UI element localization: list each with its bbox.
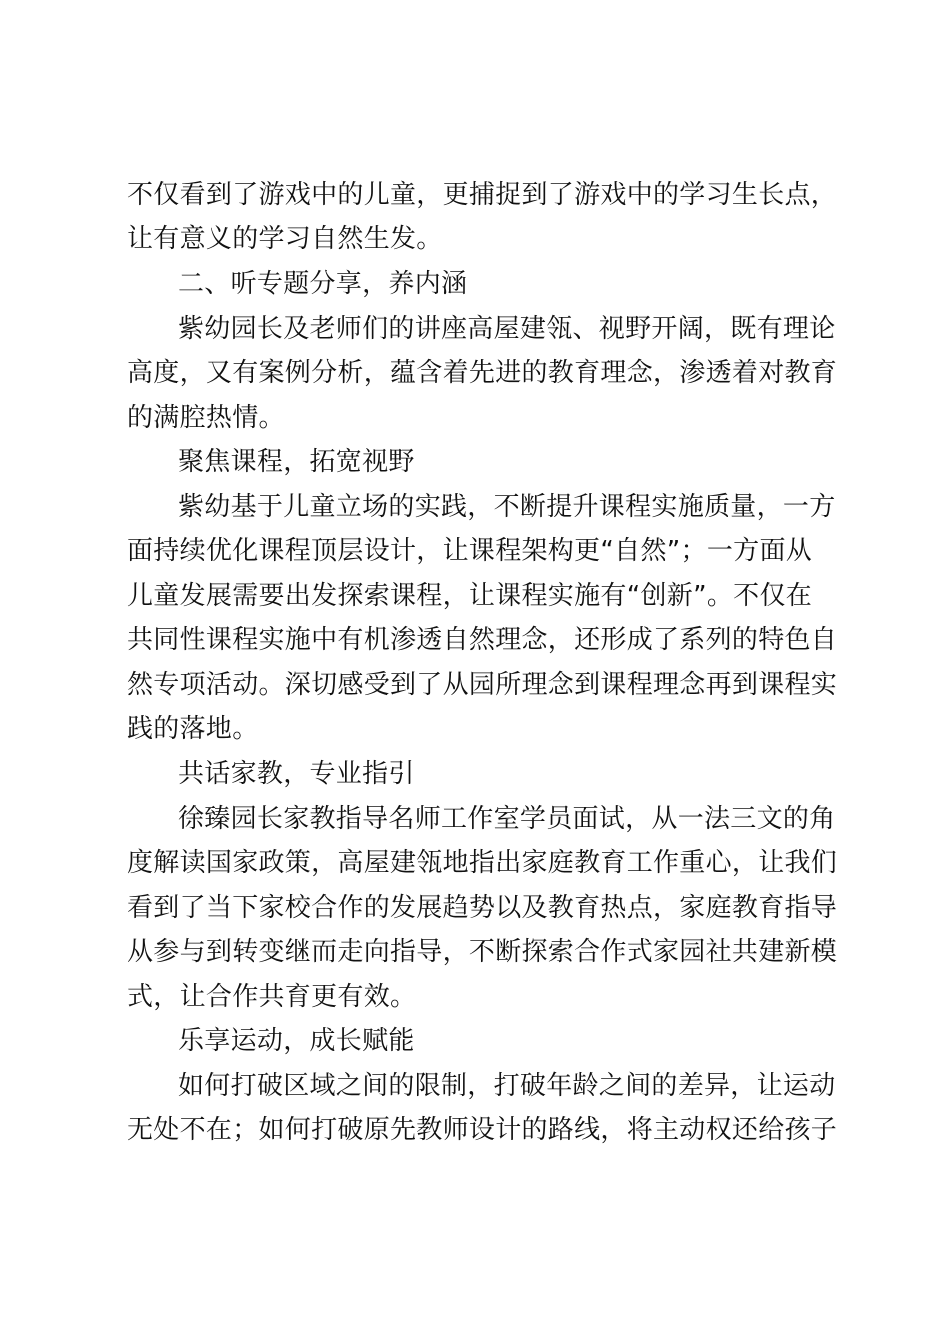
subsection-heading: 共话家教，专业指引 <box>178 759 415 789</box>
text-line: 然专项活动。深切感受到了从园所理念到课程理念再到课程实 <box>127 670 838 700</box>
text-line: 紫幼园长及老师们的讲座高屋建瓴、视野开阔，既有理论 <box>178 314 836 344</box>
subsection-heading: 乐享运动，成长赋能 <box>178 1026 415 1056</box>
text-line: 度解读国家政策，高屋建瓴地指出家庭教育工作重心，让我们 <box>127 848 838 878</box>
text-line: 面持续优化课程顶层设计，让课程架构更“自然”；一方面从 <box>127 536 813 566</box>
text-line: 的满腔热情。 <box>127 403 285 433</box>
text-line: 儿童发展需要出发探索课程，让课程实施有“创新”。不仅在 <box>127 581 813 611</box>
section-heading: 二、听专题分享，养内涵 <box>178 269 468 299</box>
text-line: 从参与到转变继而走向指导，不断探索合作式家园社共建新模 <box>127 937 838 967</box>
text-line: 式，让合作共育更有效。 <box>127 982 417 1012</box>
text-line: 如何打破区域之间的限制，打破年龄之间的差异，让运动 <box>178 1071 836 1101</box>
subsection-heading: 聚焦课程，拓宽视野 <box>178 447 415 477</box>
text-line: 无处不在；如何打破原先教师设计的路线，将主动权还给孩子 <box>127 1115 838 1145</box>
text-line: 不仅看到了游戏中的儿童，更捕捉到了游戏中的学习生长点， <box>127 180 838 210</box>
text-line: 践的落地。 <box>127 714 259 744</box>
text-line: 让有意义的学习自然生发。 <box>127 224 443 254</box>
text-line: 看到了当下家校合作的发展趋势以及教育热点，家庭教育指导 <box>127 893 838 923</box>
text-line: 高度，又有案例分析，蕴含着先进的教育理念，渗透着对教育 <box>127 358 838 388</box>
text-line: 共同性课程实施中有机渗透自然理念，还形成了系列的特色自 <box>127 625 838 655</box>
text-line: 紫幼基于儿童立场的实践，不断提升课程实施质量，一方 <box>178 492 836 522</box>
text-line: 徐臻园长家教指导名师工作室学员面试，从一法三文的角 <box>178 804 836 834</box>
